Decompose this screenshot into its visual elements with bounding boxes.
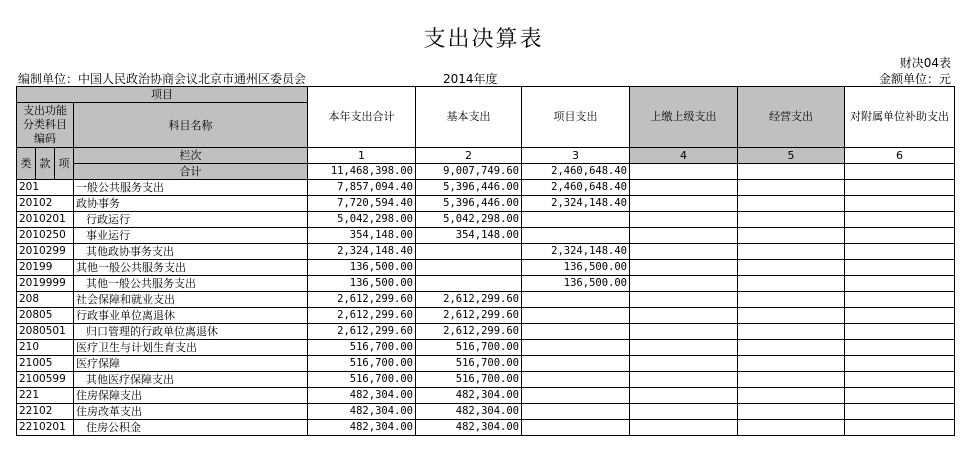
row-amount-col-1: 516,700.00 <box>308 372 416 388</box>
row-amount-col-6 <box>845 180 955 196</box>
row-code: 2080501 <box>17 324 74 340</box>
row-amount-col-6 <box>845 404 955 420</box>
total-label: 合计 <box>74 164 308 180</box>
row-amount-col-5 <box>738 228 845 244</box>
row-amount-col-3 <box>522 212 630 228</box>
row-amount-col-2: 516,700.00 <box>416 340 522 356</box>
row-amount-col-2: 2,612,299.60 <box>416 308 522 324</box>
header-lanci: 栏次 <box>74 148 308 164</box>
row-amount-col-2: 2,612,299.60 <box>416 324 522 340</box>
table-row <box>17 388 955 404</box>
table-row <box>17 420 955 436</box>
row-amount-col-3: 2,460,648.40 <box>522 180 630 196</box>
row-amount-col-3 <box>522 372 630 388</box>
expenditure-table <box>16 86 955 436</box>
row-amount-col-2: 5,396,446.00 <box>416 180 522 196</box>
row-code: 2010201 <box>17 212 74 228</box>
row-amount-col-1: 516,700.00 <box>308 340 416 356</box>
row-code: 21005 <box>17 356 74 372</box>
row-amount-col-5 <box>738 292 845 308</box>
row-amount-col-1: 136,500.00 <box>308 276 416 292</box>
header-col-3: 项目支出 <box>522 87 630 148</box>
row-code: 20102 <box>17 196 74 212</box>
row-amount-col-5 <box>738 276 845 292</box>
row-amount-col-5 <box>738 196 845 212</box>
row-amount-col-6 <box>845 276 955 292</box>
row-amount-col-6 <box>845 420 955 436</box>
row-amount-col-2: 516,700.00 <box>416 372 522 388</box>
row-amount-col-3: 2,324,148.40 <box>522 196 630 212</box>
row-amount-col-5 <box>738 404 845 420</box>
row-amount-col-5 <box>738 388 845 404</box>
row-subject-name: 行政事业单位离退休 <box>74 308 308 324</box>
row-amount-col-6 <box>845 340 955 356</box>
row-amount-col-6 <box>845 244 955 260</box>
table-row <box>17 180 955 196</box>
col-number-1: 1 <box>308 148 416 164</box>
row-subject-name: 一般公共服务支出 <box>74 180 308 196</box>
row-subject-name: 住房公积金 <box>74 420 308 436</box>
table-row <box>17 340 955 356</box>
col-number-6: 6 <box>845 148 955 164</box>
row-amount-col-4 <box>630 420 738 436</box>
total-cell <box>630 164 738 180</box>
row-code: 2019999 <box>17 276 74 292</box>
header-col-2: 基本支出 <box>416 87 522 148</box>
row-amount-col-4 <box>630 276 738 292</box>
table-row <box>17 292 955 308</box>
row-amount-col-2: 5,396,446.00 <box>416 196 522 212</box>
fiscal-year: 2014年度 <box>443 72 498 86</box>
row-amount-col-6 <box>845 212 955 228</box>
row-amount-col-5 <box>738 356 845 372</box>
row-amount-col-3 <box>522 404 630 420</box>
col-number-2: 2 <box>416 148 522 164</box>
total-cell: 11,468,398.00 <box>308 164 416 180</box>
row-amount-col-6 <box>845 308 955 324</box>
row-amount-col-3 <box>522 388 630 404</box>
row-code: 210 <box>17 340 74 356</box>
row-amount-col-2 <box>416 244 522 260</box>
row-amount-col-5 <box>738 244 845 260</box>
row-amount-col-2: 5,042,298.00 <box>416 212 522 228</box>
table-row <box>17 324 955 340</box>
row-amount-col-6 <box>845 388 955 404</box>
header-col-1: 本年支出合计 <box>308 87 416 148</box>
row-subject-name: 归口管理的行政单位离退休 <box>74 324 308 340</box>
row-subject-name: 事业运行 <box>74 228 308 244</box>
col-number-4: 4 <box>630 148 738 164</box>
row-amount-col-3 <box>522 420 630 436</box>
row-code: 2100599 <box>17 372 74 388</box>
row-code: 208 <box>17 292 74 308</box>
row-amount-col-5 <box>738 212 845 228</box>
row-subject-name: 社会保障和就业支出 <box>74 292 308 308</box>
row-amount-col-2 <box>416 276 522 292</box>
row-amount-col-5 <box>738 180 845 196</box>
row-code: 22102 <box>17 404 74 420</box>
header-xiang: 项 <box>55 148 74 180</box>
row-amount-col-2: 482,304.00 <box>416 404 522 420</box>
row-amount-col-3: 136,500.00 <box>522 260 630 276</box>
row-amount-col-6 <box>845 292 955 308</box>
row-amount-col-4 <box>630 196 738 212</box>
row-amount-col-4 <box>630 308 738 324</box>
row-amount-col-1: 2,612,299.60 <box>308 292 416 308</box>
row-amount-col-6 <box>845 260 955 276</box>
table-row <box>17 228 955 244</box>
row-subject-name: 行政运行 <box>74 212 308 228</box>
row-subject-name: 其他医疗保障支出 <box>74 372 308 388</box>
row-code: 20805 <box>17 308 74 324</box>
row-code: 2010250 <box>17 228 74 244</box>
header-kuan: 款 <box>36 148 55 180</box>
header-col-4: 上缴上级支出 <box>630 87 738 148</box>
row-amount-col-1: 5,042,298.00 <box>308 212 416 228</box>
row-amount-col-5 <box>738 308 845 324</box>
row-amount-col-3: 136,500.00 <box>522 276 630 292</box>
row-subject-name: 其他一般公共服务支出 <box>74 276 308 292</box>
total-cell <box>738 164 845 180</box>
row-amount-col-1: 2,612,299.60 <box>308 308 416 324</box>
header-subject-name: 科目名称 <box>74 103 308 148</box>
table-row <box>17 404 955 420</box>
row-amount-col-4 <box>630 212 738 228</box>
row-amount-col-1: 482,304.00 <box>308 388 416 404</box>
row-amount-col-3 <box>522 340 630 356</box>
row-amount-col-2: 516,700.00 <box>416 356 522 372</box>
total-cell: 2,460,648.40 <box>522 164 630 180</box>
row-amount-col-4 <box>630 228 738 244</box>
row-amount-col-2: 354,148.00 <box>416 228 522 244</box>
row-amount-col-5 <box>738 420 845 436</box>
row-subject-name: 医疗卫生与计划生育支出 <box>74 340 308 356</box>
row-amount-col-2: 482,304.00 <box>416 388 522 404</box>
header-item: 项目 <box>17 87 308 103</box>
table-row <box>17 356 955 372</box>
row-amount-col-3 <box>522 324 630 340</box>
row-amount-col-4 <box>630 372 738 388</box>
total-row <box>17 164 955 180</box>
form-number: 财决04表 <box>899 56 951 70</box>
row-subject-name: 住房保障支出 <box>74 388 308 404</box>
row-subject-name: 其他一般公共服务支出 <box>74 260 308 276</box>
row-amount-col-6 <box>845 196 955 212</box>
reporting-unit: 编制单位：中国人民政治协商会议北京市通州区委员会 <box>18 72 307 86</box>
header-col-6: 对附属单位补助支出 <box>845 87 955 148</box>
row-amount-col-2 <box>416 260 522 276</box>
table-row <box>17 372 955 388</box>
row-code: 221 <box>17 388 74 404</box>
row-amount-col-1: 516,700.00 <box>308 356 416 372</box>
page-title: 支出决算表 <box>423 27 544 52</box>
table-row <box>17 196 955 212</box>
row-amount-col-4 <box>630 244 738 260</box>
row-subject-name: 医疗保障 <box>74 356 308 372</box>
row-amount-col-5 <box>738 372 845 388</box>
total-cell: 9,007,749.60 <box>416 164 522 180</box>
header-row-lanci <box>17 148 955 164</box>
row-amount-col-3 <box>522 292 630 308</box>
row-code: 2210201 <box>17 420 74 436</box>
row-amount-col-6 <box>845 228 955 244</box>
row-amount-col-1: 354,148.00 <box>308 228 416 244</box>
table-row <box>17 276 955 292</box>
row-amount-col-6 <box>845 356 955 372</box>
row-amount-col-1: 7,857,094.40 <box>308 180 416 196</box>
row-amount-col-4 <box>630 324 738 340</box>
col-number-5: 5 <box>738 148 845 164</box>
row-amount-col-3 <box>522 308 630 324</box>
row-code: 201 <box>17 180 74 196</box>
amount-unit: 金额单位：元 <box>878 72 951 86</box>
table-row <box>17 308 955 324</box>
row-amount-col-1: 482,304.00 <box>308 420 416 436</box>
row-amount-col-4 <box>630 340 738 356</box>
row-subject-name: 其他政协事务支出 <box>74 244 308 260</box>
row-amount-col-4 <box>630 292 738 308</box>
header-col-5: 经营支出 <box>738 87 845 148</box>
row-amount-col-4 <box>630 180 738 196</box>
row-amount-col-2: 2,612,299.60 <box>416 292 522 308</box>
row-amount-col-6 <box>845 324 955 340</box>
row-amount-col-4 <box>630 388 738 404</box>
row-amount-col-2: 482,304.00 <box>416 420 522 436</box>
row-amount-col-1: 482,304.00 <box>308 404 416 420</box>
header-code-group: 支出功能分类科目编码 <box>17 103 74 148</box>
row-amount-col-4 <box>630 260 738 276</box>
header-row-item <box>17 87 955 103</box>
row-amount-col-4 <box>630 404 738 420</box>
row-amount-col-1: 2,612,299.60 <box>308 324 416 340</box>
row-amount-col-4 <box>630 356 738 372</box>
row-amount-col-6 <box>845 372 955 388</box>
header-lei: 类 <box>17 148 36 180</box>
row-amount-col-1: 7,720,594.40 <box>308 196 416 212</box>
row-amount-col-1: 2,324,148.40 <box>308 244 416 260</box>
table-row <box>17 212 955 228</box>
row-subject-name: 住房改革支出 <box>74 404 308 420</box>
row-amount-col-3 <box>522 228 630 244</box>
row-code: 20199 <box>17 260 74 276</box>
table-row <box>17 244 955 260</box>
col-number-3: 3 <box>522 148 630 164</box>
row-amount-col-3: 2,324,148.40 <box>522 244 630 260</box>
row-amount-col-5 <box>738 260 845 276</box>
row-amount-col-1: 136,500.00 <box>308 260 416 276</box>
row-amount-col-5 <box>738 340 845 356</box>
row-amount-col-5 <box>738 324 845 340</box>
row-amount-col-3 <box>522 356 630 372</box>
row-code: 2010299 <box>17 244 74 260</box>
row-subject-name: 政协事务 <box>74 196 308 212</box>
total-cell <box>845 164 955 180</box>
table-row <box>17 260 955 276</box>
